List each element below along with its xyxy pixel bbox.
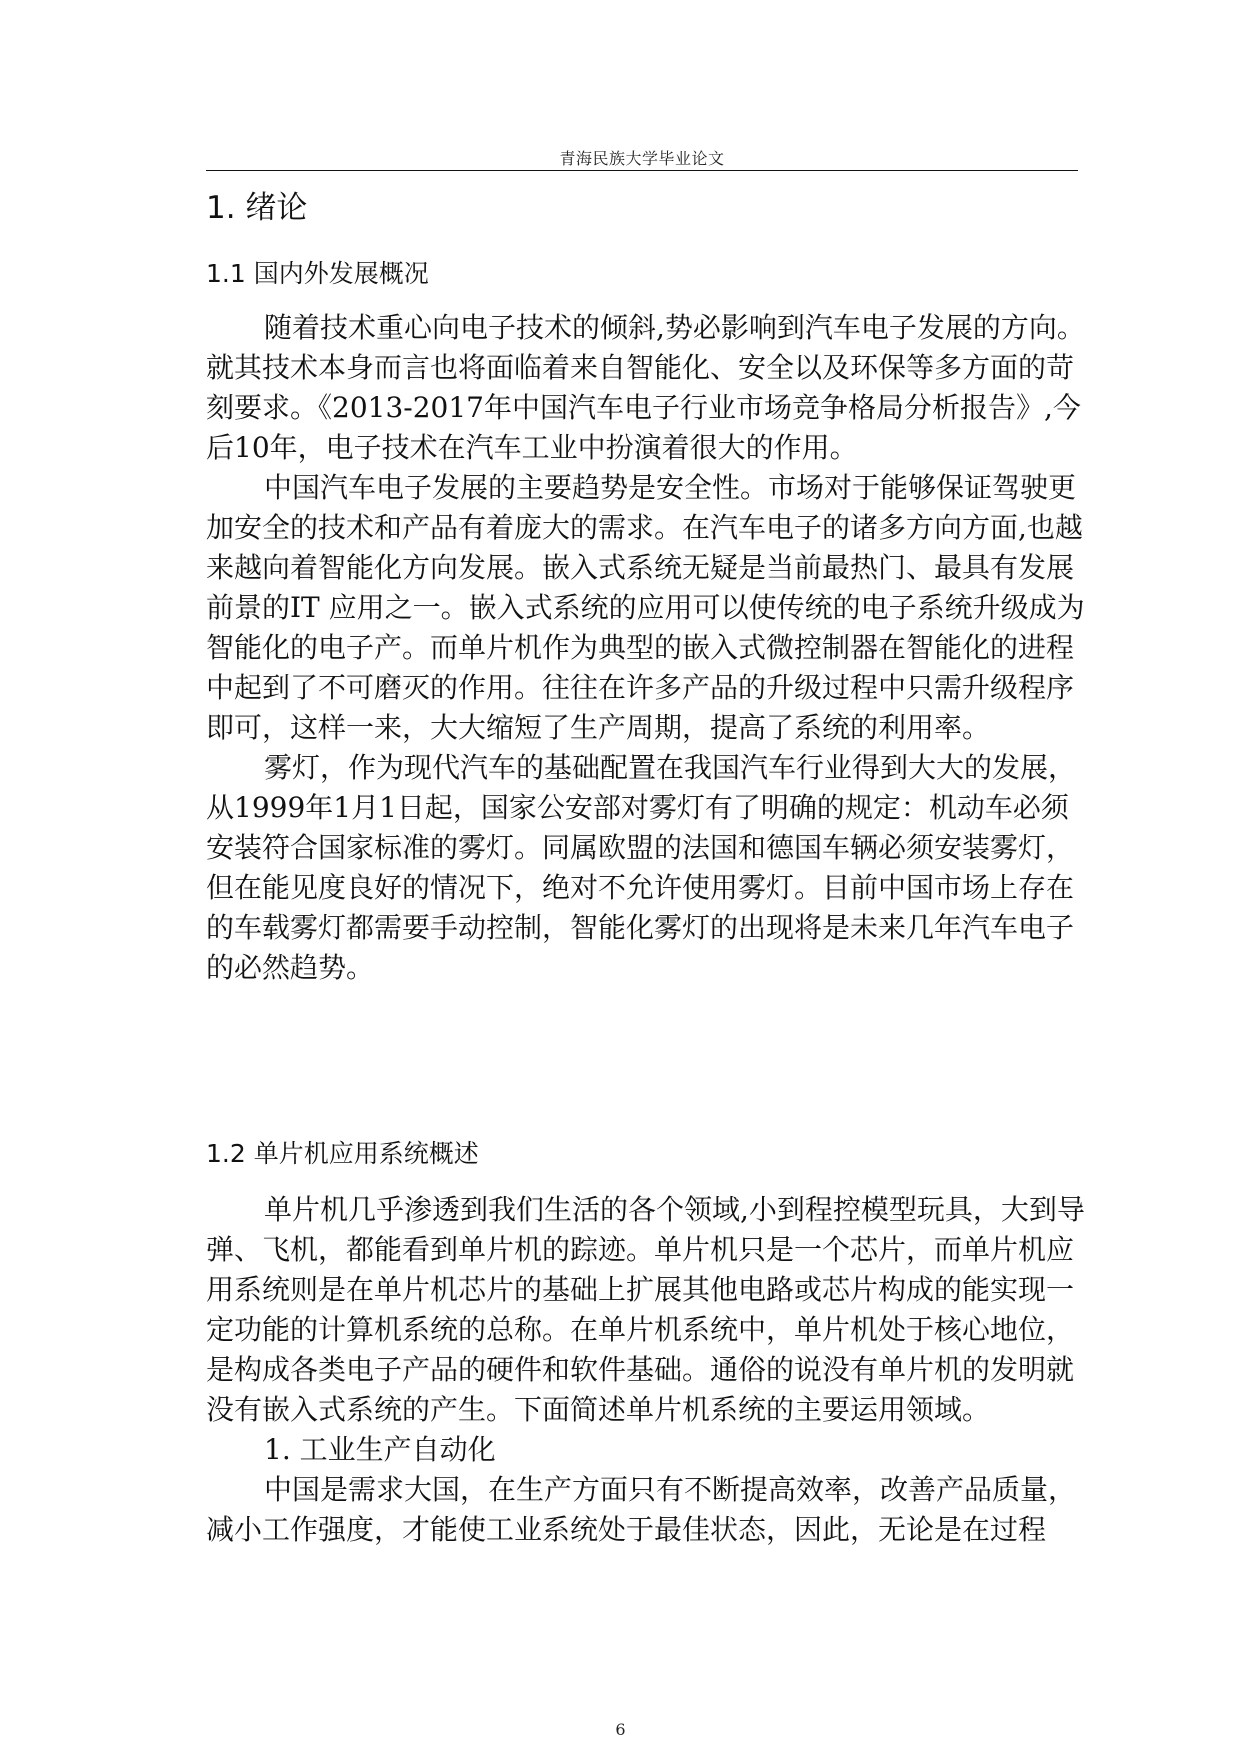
page-number: 6	[615, 1720, 626, 1739]
paragraph: 中国是需求大国，在生产方面只有不断提高效率，改善产品质量，减小工作强度，才能使工业系统处于最佳状态，因此，无论是在过程	[206, 1473, 1077, 1546]
running-header: 青海民族大学毕业论文	[559, 149, 725, 168]
chapter-title: 1. 绪论	[206, 190, 308, 226]
paragraph: 单片机几乎渗透到我们生活的各个领域,小到程控模型玩具，大到导弹、飞机，都能看到单片机的踪迹。单片机只是一个芯片，而单片机应用系统则是在单片机芯片的基础上扩展其他电路或芯片构成的能实现一定功能的计算机系统的总称。在单片机系统中，单片机处于核心地位，是构成各类电子产品的硬件和软件基础。通俗的说没有单片机的发明就没有嵌入式系统的产生。下面简述单片机系统的主要运用领域。	[206, 1193, 1085, 1426]
list-item-heading: 1. 工业生产自动化	[264, 1433, 496, 1466]
section-body-1-1	[206, 308, 1086, 988]
paragraph: 随着技术重心向电子技术的倾斜,势必影响到汽车电子发展的方向。就其技术本身而言也将面临着来自智能化、安全以及环保等多方面的苛刻要求。《2013-2017年中国汽车电子行业市场竞争格局分析报告》,今后10年，电子技术在汽车工业中扮演着很大的作用。	[206, 311, 1085, 464]
paragraph: 中国汽车电子发展的主要趋势是安全性。市场对于能够保证驾驶更加安全的技术和产品有着庞大的需求。在汽车电子的诸多方向方面,也越来越向着智能化方向发展。嵌入式系统无疑是当前最热门、最具有发展前景的IT 应用之一。嵌入式系统的应用可以使传统的电子系统升级成为智能化的电子产。而单片机作为典型的嵌入式微控制器在智能化的进程中起到了不可磨灭的作用。往往在许多产品的升级过程中只需升级程序即可，这样一来，大大缩短了生产周期，提高了系统的利用率。	[206, 471, 1085, 744]
paragraph: 雾灯，作为现代汽车的基础配置在我国汽车行业得到大大的发展，从1999年1月1日起，国家公安部对雾灯有了明确的规定：机动车必须安装符合国家标准的雾灯。同属欧盟的法国和德国车辆必须安装雾灯，但在能见度良好的情况下，绝对不允许使用雾灯。目前中国市场上存在的车载雾灯都需要手动控制，智能化雾灯的出现将是未来几年汽车电子的必然趋势。	[206, 751, 1077, 984]
section-title-1-1: 1.1 国内外发展概况	[206, 259, 429, 288]
section-title-1-2: 1.2 单片机应用系统概述	[206, 1139, 479, 1168]
section-body-1-2	[206, 1190, 1086, 1550]
header-rule	[206, 170, 1078, 171]
